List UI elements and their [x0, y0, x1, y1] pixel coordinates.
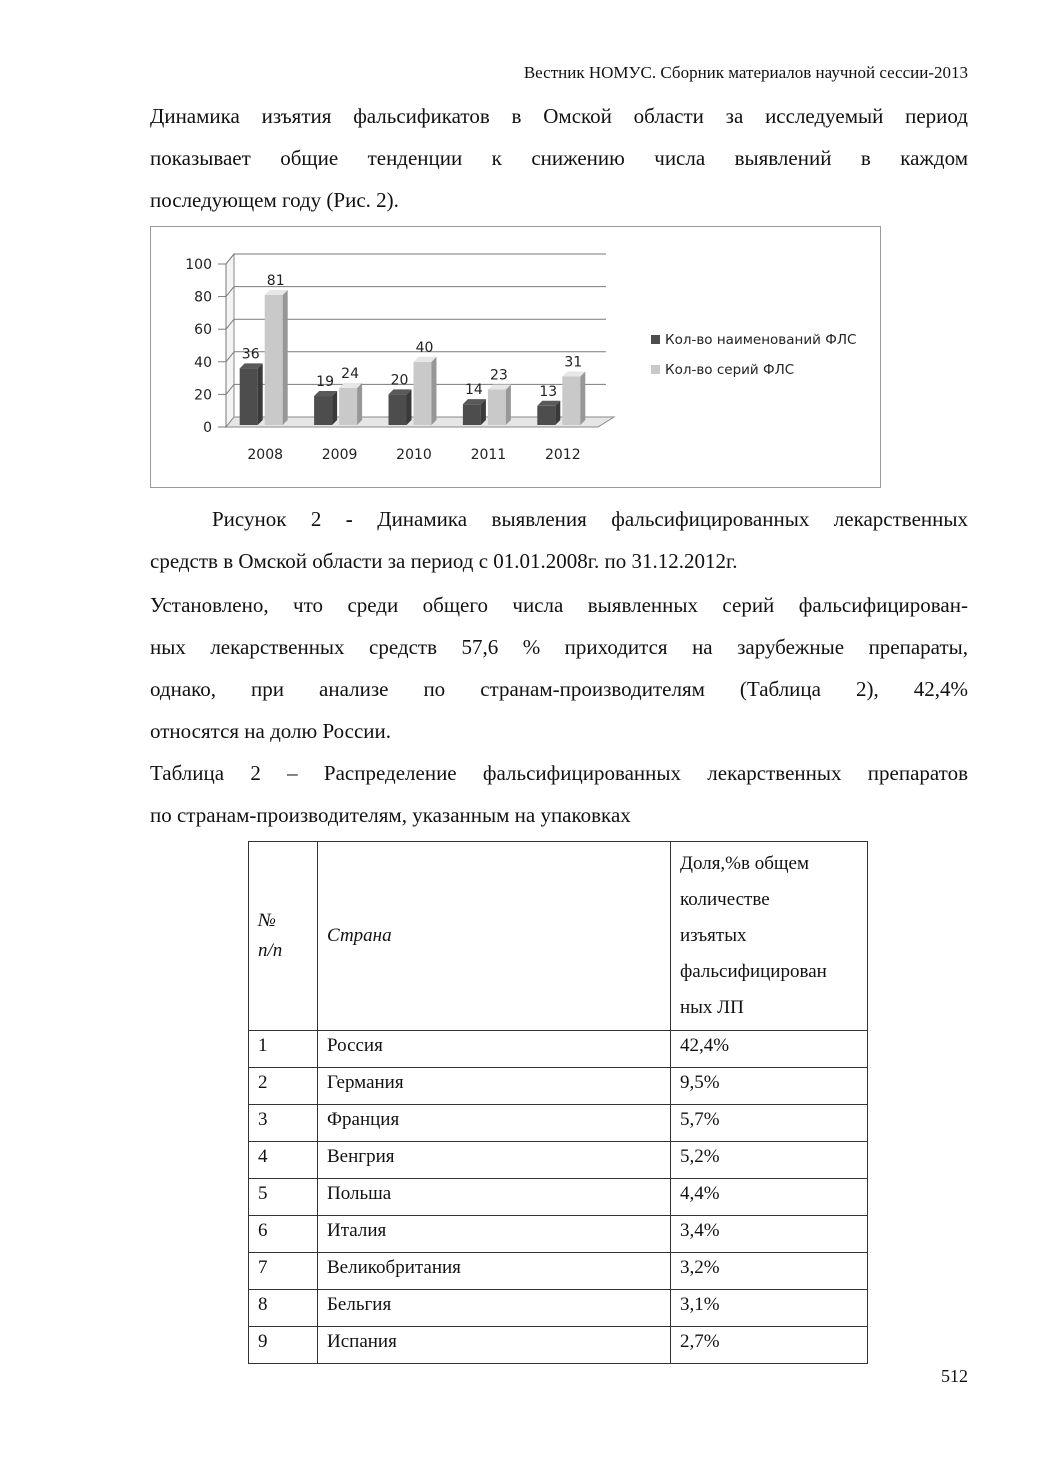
table-row — [249, 1327, 868, 1364]
table-caption-line: по странам-производителям, указанным на упаковках — [150, 803, 631, 827]
cell-number: 8 — [249, 1290, 318, 1327]
cell-country: Франция — [318, 1105, 671, 1142]
x-tick-label: 2008 — [247, 447, 284, 463]
cell-number: 5 — [249, 1179, 318, 1216]
data-label: 40 — [415, 339, 434, 356]
bar — [265, 290, 288, 425]
cell-number: 9 — [249, 1327, 318, 1364]
table-row — [249, 1179, 868, 1216]
findings-paragraph — [150, 584, 968, 752]
x-tick-label: 2009 — [321, 447, 358, 463]
cell-share: 5,7% — [671, 1105, 868, 1142]
table-caption — [150, 752, 968, 836]
cell-share: 9,5% — [671, 1068, 868, 1105]
intro-line: последующем году (Рис. 2). — [150, 188, 399, 212]
x-tick-label: 2011 — [470, 447, 507, 463]
findings-line: однако, при анализе по странам-производителям (Таблица 2), 42,4% — [150, 677, 968, 701]
countries-table — [248, 841, 868, 1364]
table-row — [249, 1031, 868, 1068]
bar — [537, 401, 560, 425]
legend-swatch — [651, 335, 660, 344]
data-label: 13 — [539, 383, 558, 400]
caption-line: средств в Омской области за период с 01.01.2008г. по 31.12.2012г. — [150, 549, 738, 573]
cell-number: 6 — [249, 1216, 318, 1253]
y-tick-label: 100 — [185, 257, 212, 273]
cell-share: 2,7% — [671, 1327, 868, 1364]
table-row — [249, 1142, 868, 1179]
data-label: 24 — [341, 365, 360, 382]
findings-line: относятся на долю России. — [150, 719, 391, 743]
bar-chart — [151, 227, 880, 487]
legend-label: Кол-во наименований ФЛС — [665, 332, 857, 348]
page-number: 512 — [941, 1366, 968, 1386]
x-tick-label: 2010 — [396, 447, 432, 463]
bar — [389, 389, 412, 425]
cell-share: 3,2% — [671, 1253, 868, 1290]
y-tick-label: 20 — [194, 387, 212, 404]
data-label: 36 — [241, 346, 260, 363]
header-share-line: количестве — [680, 889, 770, 910]
caption-line: Динамика выявления фальсифицированных лекарственных — [352, 507, 968, 531]
y-tick-label: 80 — [194, 289, 212, 306]
header-share — [671, 842, 868, 1031]
bar — [562, 371, 585, 425]
table-row — [249, 1253, 868, 1290]
legend-swatch — [651, 365, 660, 374]
cell-country: Венгрия — [318, 1142, 671, 1179]
x-tick-label: 2012 — [544, 447, 581, 463]
cell-share: 4,4% — [671, 1179, 868, 1216]
table-caption-line: Таблица 2 – Распределение фальсифицированных лекарственных препаратов — [150, 761, 968, 785]
cell-number: 2 — [249, 1068, 318, 1105]
data-label: 31 — [564, 354, 583, 371]
header-share-line: Доля,%в общем — [680, 853, 809, 874]
cell-country: Германия — [318, 1068, 671, 1105]
findings-line: Установлено, что среди общего числа выявленных серий фальсифицирован- — [150, 593, 968, 617]
header-share-line: ных ЛП — [680, 997, 744, 1018]
bar — [314, 391, 337, 425]
table-row — [249, 1068, 868, 1105]
caption-dash: - — [345, 507, 353, 531]
header-share-line: фальсифицирован — [680, 961, 827, 982]
y-tick-label: 60 — [194, 322, 212, 339]
cell-country: Россия — [318, 1031, 671, 1068]
header-country: Страна — [318, 842, 671, 1031]
journal-header: Вестник НОМУС. Сборник материалов научной сессии-2013 — [523, 63, 968, 82]
cell-country: Испания — [318, 1327, 671, 1364]
intro-line: показывает общие тенденции к снижению числа выявлений в каждом — [150, 146, 968, 170]
figure-caption — [150, 498, 968, 582]
cell-share: 42,4% — [671, 1031, 868, 1068]
data-label: 23 — [489, 367, 508, 384]
cell-number: 3 — [249, 1105, 318, 1142]
header-share-line: изъятых — [680, 925, 747, 946]
cell-country: Италия — [318, 1216, 671, 1253]
cell-number: 1 — [249, 1031, 318, 1068]
findings-line: ных лекарственных средств 57,6 % приходится на зарубежные препараты, — [150, 635, 968, 659]
cell-country: Великобритания — [318, 1253, 671, 1290]
cell-number: 7 — [249, 1253, 318, 1290]
header-number — [249, 842, 318, 1031]
intro-line: Динамика изъятия фальсификатов в Омской области за исследуемый период — [150, 104, 968, 128]
data-label: 19 — [316, 374, 335, 391]
table-row — [249, 1216, 868, 1253]
caption-prefix: Рисунок 2 — [212, 507, 346, 531]
table-header-row — [249, 842, 868, 1031]
cell-country: Бельгия — [318, 1290, 671, 1327]
bar — [414, 357, 437, 425]
cell-share: 3,4% — [671, 1216, 868, 1253]
table-row — [249, 1105, 868, 1142]
bar — [463, 399, 486, 425]
cell-country: Польша — [318, 1179, 671, 1216]
data-label: 14 — [464, 382, 483, 399]
header-number-sign: № — [258, 910, 276, 931]
data-label: 20 — [390, 372, 409, 389]
header-number-label: п/п — [258, 940, 283, 961]
bar — [240, 363, 263, 425]
cell-share: 3,1% — [671, 1290, 868, 1327]
table-row — [249, 1290, 868, 1327]
bar-chart-figure — [150, 226, 881, 488]
legend-label: Кол-во серий ФЛС — [665, 362, 795, 378]
bar — [488, 385, 511, 425]
y-tick-label: 40 — [194, 354, 212, 371]
intro-paragraph — [150, 95, 968, 221]
cell-share: 5,2% — [671, 1142, 868, 1179]
data-label: 81 — [266, 272, 285, 289]
y-tick-label: 0 — [203, 420, 212, 436]
cell-number: 4 — [249, 1142, 318, 1179]
bar — [339, 383, 362, 425]
chart-side-wall — [226, 254, 234, 427]
